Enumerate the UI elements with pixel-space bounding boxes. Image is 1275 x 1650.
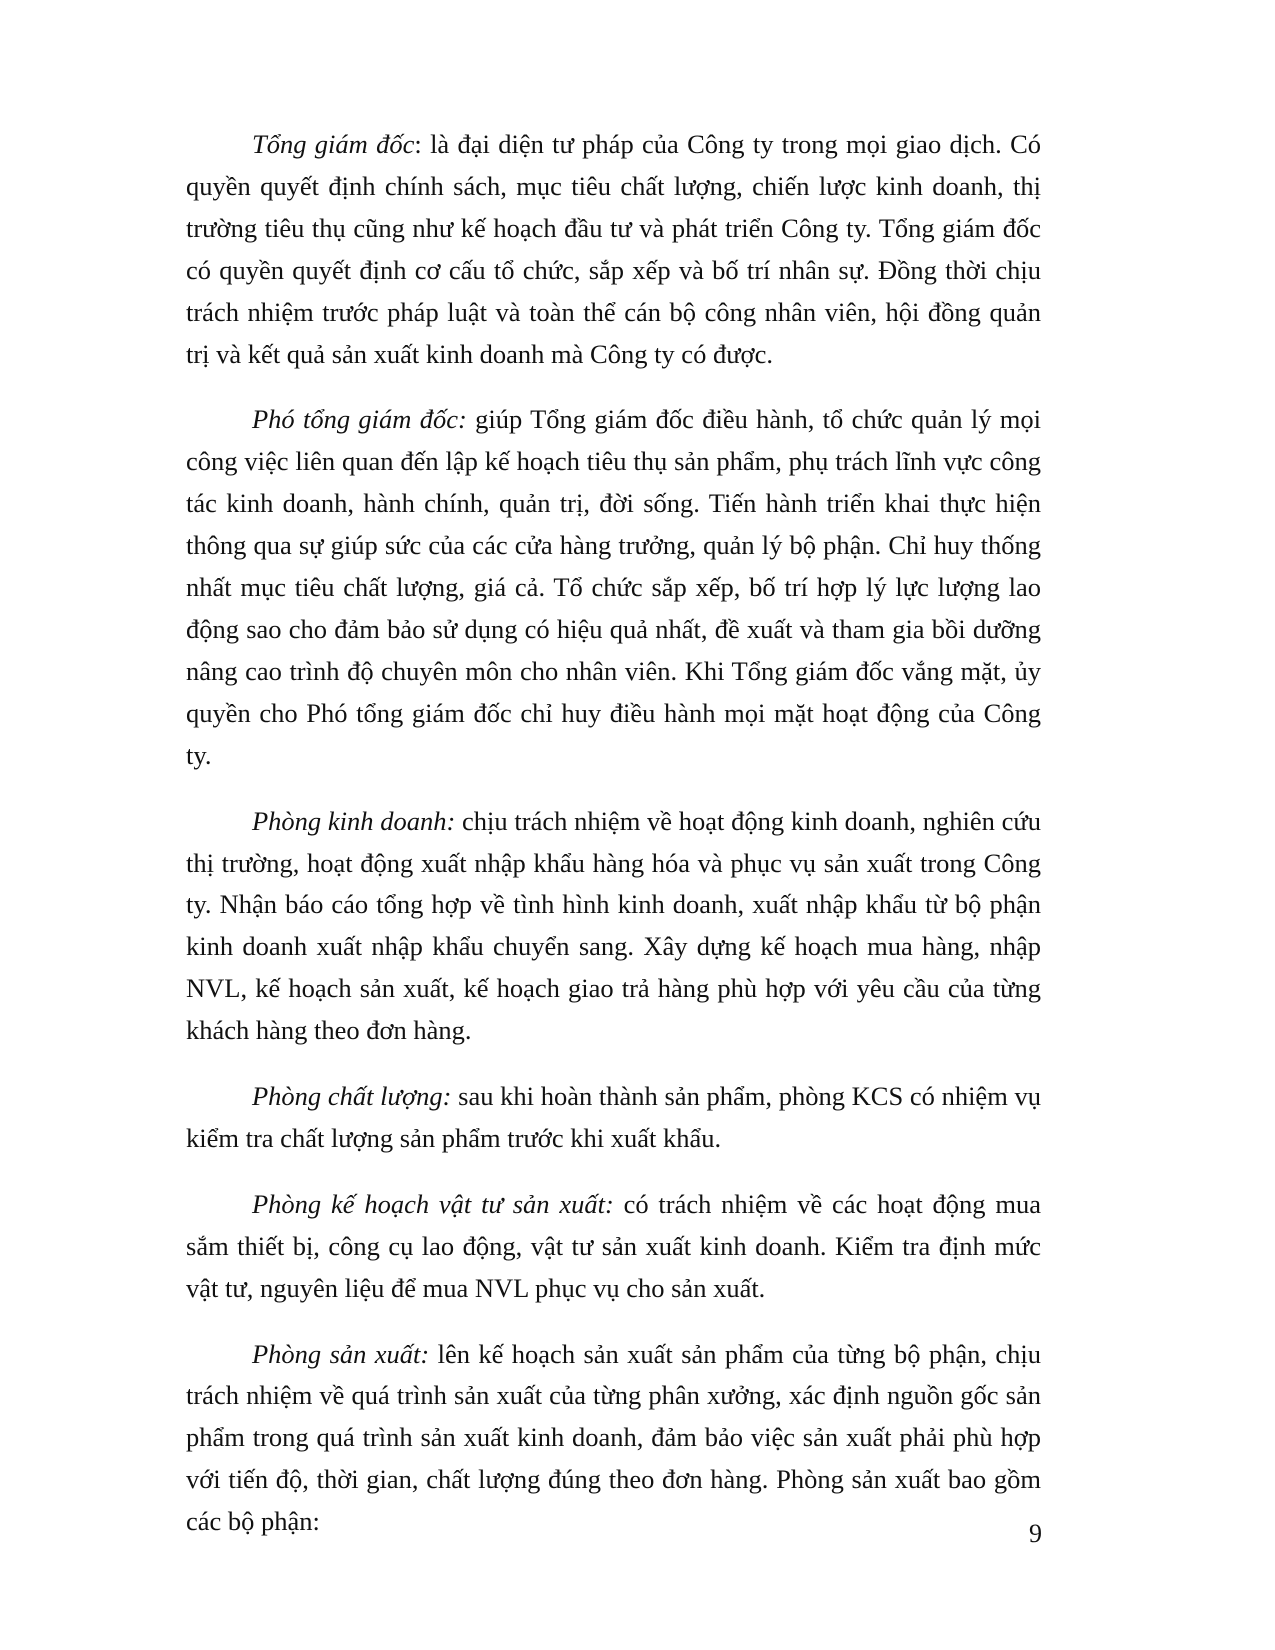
paragraph-phong-chat-luong — [186, 1076, 1041, 1160]
paragraph-lead: Tổng giám đốc — [252, 129, 415, 159]
paragraph-phong-san-xuat — [186, 1334, 1041, 1544]
paragraph-phong-kinh-doanh — [186, 801, 1041, 1052]
paragraph-text: giúp Tổng giám đốc điều hành, tổ chức quản lý mọi công việc liên quan đến lập kế hoạch tiêu thụ sản phẩm, phụ trách lĩnh vực công tác kinh doanh, hành chính, quản trị, đời sống. Tiến hành triển khai thực hiện thông qua sự giúp sức của các cửa hàng trưởng, quản lý bộ phận. Chỉ huy thống nhất mục tiêu chất lượng, giá cả. Tổ chức sắp xếp, bố trí hợp lý lực lượng lao động sao cho đảm bảo sử dụng có hiệu quả nhất, đề xuất và tham gia bồi dưỡng nâng cao trình độ chuyên môn cho nhân viên. Khi Tổng giám đốc vắng mặt, ủy quyền cho Phó tổng giám đốc chỉ huy điều hành mọi mặt hoạt động của Công ty. — [186, 404, 1041, 770]
paragraph-tong-giam-doc — [186, 124, 1041, 375]
paragraph-phong-ke-hoach-vat-tu — [186, 1184, 1041, 1310]
paragraph-lead: Phòng chất lượng: — [252, 1081, 452, 1112]
paragraph-lead: Phòng kinh doanh: — [252, 805, 456, 836]
page-number: 9 — [1029, 1519, 1042, 1548]
paragraph-lead: Phó tổng giám đốc: — [252, 404, 467, 435]
paragraph-text: lên kế hoạch sản xuất sản phẩm của từng bộ phận, chịu trách nhiệm về quá trình sản xuất của từng phân xưởng, xác định nguồn gốc sản phẩm trong quá trình sản xuất kinh doanh, đảm bảo việc sản xuất phải phù hợp với tiến độ, thời gian, chất lượng đúng theo đơn hàng. Phòng sản xuất bao gồm các bộ phận: — [186, 1338, 1041, 1537]
paragraph-text: sau khi hoàn thành sản phẩm, phòng KCS có nhiệm vụ kiểm tra chất lượng sản phẩm trước khi xuất khẩu. — [186, 1081, 1041, 1153]
paragraph-text: : là đại diện tư pháp của Công ty trong mọi giao dịch. Có quyền quyết định chính sách, mục tiêu chất lượng, chiến lược kinh doanh, thị trường tiêu thụ cũng như kế hoạch đầu tư và phát triển Công ty. Tổng giám đốc có quyền quyết định cơ cấu tổ chức, sắp xếp và bố trí nhân sự. Đồng thời chịu trách nhiệm trước pháp luật và toàn thể cán bộ công nhân viên, hội đồng quản trị và kết quả sản xuất kinh doanh mà Công ty có được. — [186, 129, 1042, 369]
document-page — [186, 124, 1041, 1567]
paragraph-pho-tong-giam-doc — [186, 399, 1041, 776]
paragraph-text: chịu trách nhiệm về hoạt động kinh doanh, nghiên cứu thị trường, hoạt động xuất nhập khẩu hàng hóa và phục vụ sản xuất trong Công ty. Nhận báo cáo tổng hợp về tình hình kinh doanh, xuất nhập khẩu từ bộ phận kinh doanh xuất nhập khẩu chuyển sang. Xây dựng kế hoạch mua hàng, nhập NVL, kế hoạch sản xuất, kế hoạch giao trả hàng phù hợp với yêu cầu của từng khách hàng theo đơn hàng. — [186, 805, 1041, 1046]
paragraph-lead: Phòng kế hoạch vật tư sản xuất: — [252, 1188, 614, 1219]
paragraph-text: có trách nhiệm về các hoạt động mua sắm thiết bị, công cụ lao động, vật tư sản xuất kinh doanh. Kiểm tra định mức vật tư, nguyên liệu để mua NVL phục vụ cho sản xuất. — [186, 1188, 1041, 1303]
paragraph-lead: Phòng sản xuất: — [252, 1338, 430, 1369]
